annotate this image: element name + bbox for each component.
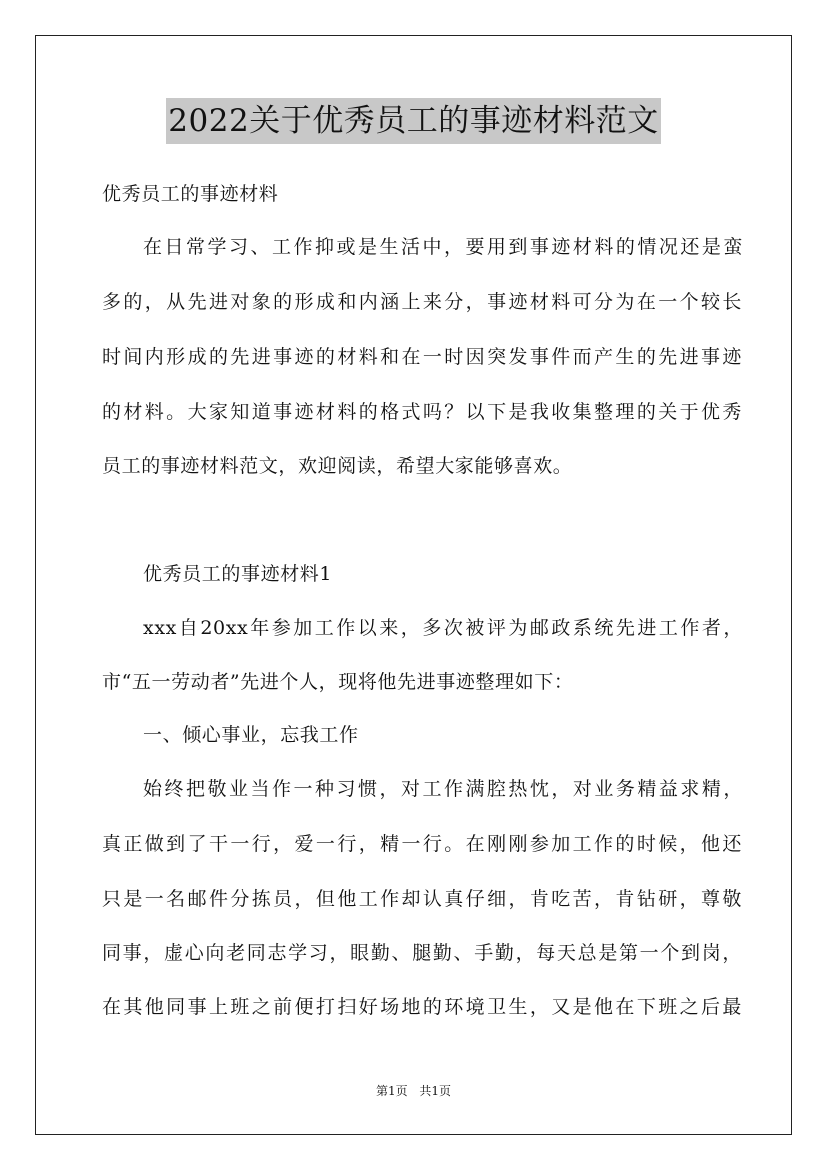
page-total: 共1页 [419, 1084, 452, 1098]
document-title: 2022关于优秀员工的事迹材料范文 [166, 98, 660, 144]
intro-line: 多的，从先进对象的形成和内涵上来分，事迹材料可分为在一个较长 [102, 291, 742, 313]
paragraph-line: 同事，虚心向老同志学习，眼勤、腿勤、手勤，每天总是第一个到岗， [102, 942, 742, 964]
paragraph-line: 只是一名邮件分拣员，但他工作却认真仔细，肯吃苦，肯钻研，尊敬 [102, 888, 742, 910]
paragraph-line: 始终把敬业当作一种习惯，对工作满腔热忱，对业务精益求精， [143, 778, 743, 800]
page-number: 第1页 [375, 1084, 408, 1098]
paragraph-line: 真正做到了干一行，爱一行，精一行。在刚刚参加工作的时候，他还 [102, 833, 742, 855]
paragraph-line: 在其他同事上班之前便打扫好场地的环境卫生，又是他在下班之后最 [102, 996, 742, 1018]
intro-line: 的材料。大家知道事迹材料的格式吗？以下是我收集整理的关于优秀 [102, 401, 742, 423]
intro-line: 员工的事迹材料范文，欢迎阅读，希望大家能够喜欢。 [102, 455, 573, 477]
intro-line: 时间内形成的先进事迹的材料和在一时因突发事件而产生的先进事迹 [102, 346, 742, 368]
paragraph-line: xxx自20xx年参加工作以来，多次被评为邮政系统先进工作者， [143, 617, 743, 639]
subheading: 优秀员工的事迹材料 [102, 183, 279, 205]
title-container [0, 98, 827, 144]
intro-line: 在日常学习、工作抑或是生活中，要用到事迹材料的情况还是蛮 [143, 236, 743, 258]
page-footer [0, 1082, 827, 1100]
section-title: 优秀员工的事迹材料1 [143, 563, 333, 585]
section-heading: 一、倾心事业，忘我工作 [143, 724, 359, 746]
paragraph-line: 市“五一劳动者”先进个人，现将他先进事迹整理如下： [102, 671, 574, 693]
